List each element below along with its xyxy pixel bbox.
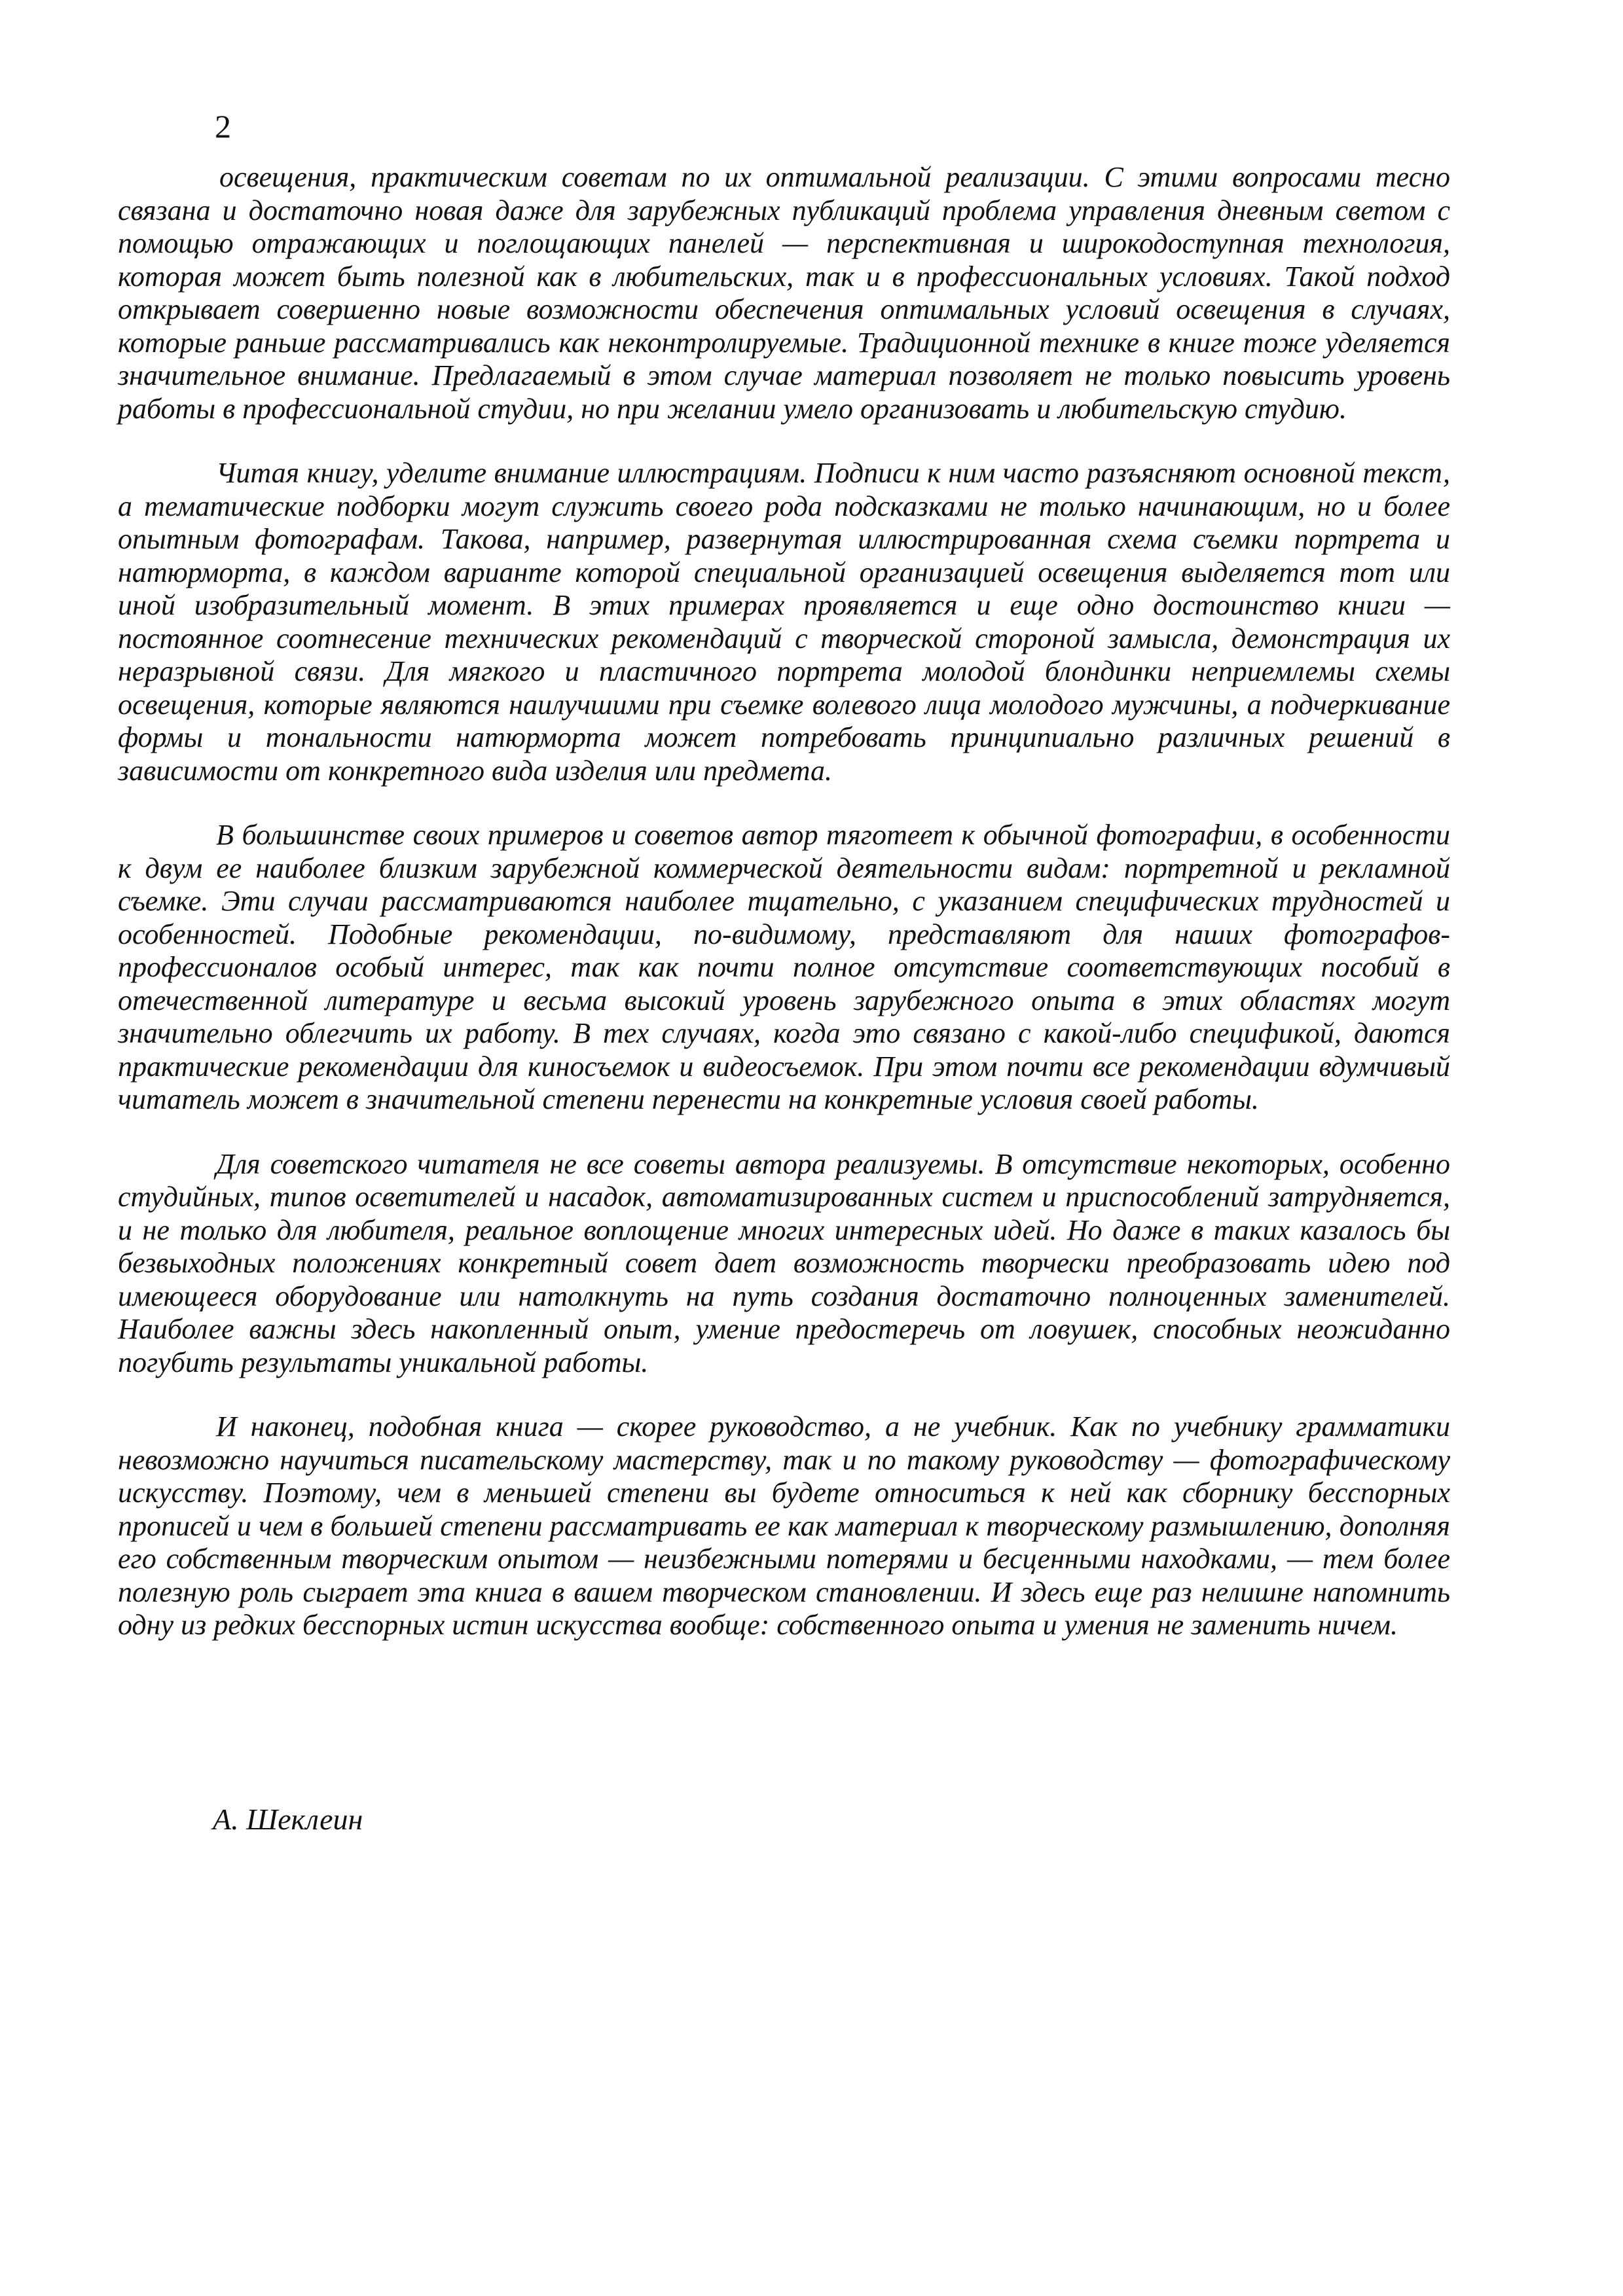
paragraph-illustrations: Читая книгу, уделите внимание иллюстрациям. Подписи к ним часто разъясняют основной текст, а тематические подборки могут служить своего рода подсказками не только начинающим, но и более опытным фотографам. Такова, например, развернутая иллюстрированная схема съемки портрета и натюрморта, в каждом варианте которой специальной организацией освещения выделяется тот или иной изобразительный момент. В этих примерах проявляется и еще одно достоинство книги — постоянное соотнесение технических рекомендаций с творческой стороной замысла, демонстрация их неразрывной связи. Для мягкого и пластичного портрета молодой блондинки неприемлемы схемы освещения, которые являются наилучшими при съемке волевого лица молодого мужчины, а подчеркивание формы и тональности натюрморта может потребовать принципиально различных решений в зависимости от конкретного вида изделия или предмета.	[118, 457, 1450, 787]
paragraph-lighting-advice: освещения, практическим советам по их оптимальной реализации. С этими вопросами тесно связана и достаточно новая даже для зарубежных публикаций проблема управления дневным светом с помощью отражающих и поглощающих панелей — перспективная и широкодоступная технология, которая может быть полезной как в любительских, так и в профессиональных условиях. Такой подход открывает совершенно новые возможности обеспечения оптимальных условий освещения в случаях, которые раньше рассматривались как неконтролируемые. Традиционной технике в книге тоже уделяется значительное внимание. Предлагаемый в этом случае материал позволяет не только повысить уровень работы в профессиональной студии, но при желании умело организовать и любительскую студию.	[118, 161, 1450, 425]
paragraph-guide-not-textbook: И наконец, подобная книга — скорее руководство, а не учебник. Как по учебнику грамматики невозможно научиться писательскому мастерству, так и по такому руководству — фотографическому искусству. Поэтому, чем в меньшей степени вы будете относиться к ней как сборнику бесспорных прописей и чем в большей степени рассматривать ее как материал к творческому размышлению, дополняя его собственным творческим опытом — неизбежными потерями и бесценными находками, — тем более полезную роль сыграет эта книга в вашем творческом становлении. И здесь еще раз нелишне напомнить одну из редких бесспорных истин искусства вообще: собственного опыта и умения не заменить ничем.	[118, 1410, 1450, 1641]
author-signature: А. Шеклеин	[213, 1803, 363, 1836]
paragraph-soviet-reader: Для советского читателя не все советы автора реализуемы. В отсутствие некоторых, особенно студийных, типов осветителей и насадок, автоматизированных систем и приспособлений затрудняется, и не только для любителя, реальное воплощение многих интересных идей. Но даже в таких казалось бы безвыходных положениях конкретный совет дает возможность творчески преобразовать идею под имеющееся оборудование или натолкнуть на путь создания достаточно полноценных заменителей. Наиболее важны здесь накопленный опыт, умение предостеречь от ловушек, способных неожиданно погубить результаты уникальной работы.	[118, 1147, 1450, 1378]
page-number: 2	[215, 108, 231, 145]
paragraph-portrait-advertising: В большинстве своих примеров и советов автор тяготеет к обычной фотографии, в особенности к двум ее наиболее близким зарубежной коммерческой деятельности видам: портретной и рекламной съемке. Эти случаи рассматриваются наиболее тщательно, с указанием специфических трудностей и особенностей. Подобные рекомендации, по-видимому, представляют для наших фотографов-профессионалов особый интерес, так как почти полное отсутствие соответствующих пособий в отечественной литературе и весьма высокий уровень зарубежного опыта в этих областях могут значительно облегчить их работу. В тех случаях, когда это связано с какой-либо спецификой, даются практические рекомендации для киносъемок и видеосъемок. При этом почти все рекомендации вдумчивый читатель может в значительной степени перенести на конкретные условия своей работы.	[118, 819, 1450, 1115]
body-text	[118, 161, 1450, 1642]
